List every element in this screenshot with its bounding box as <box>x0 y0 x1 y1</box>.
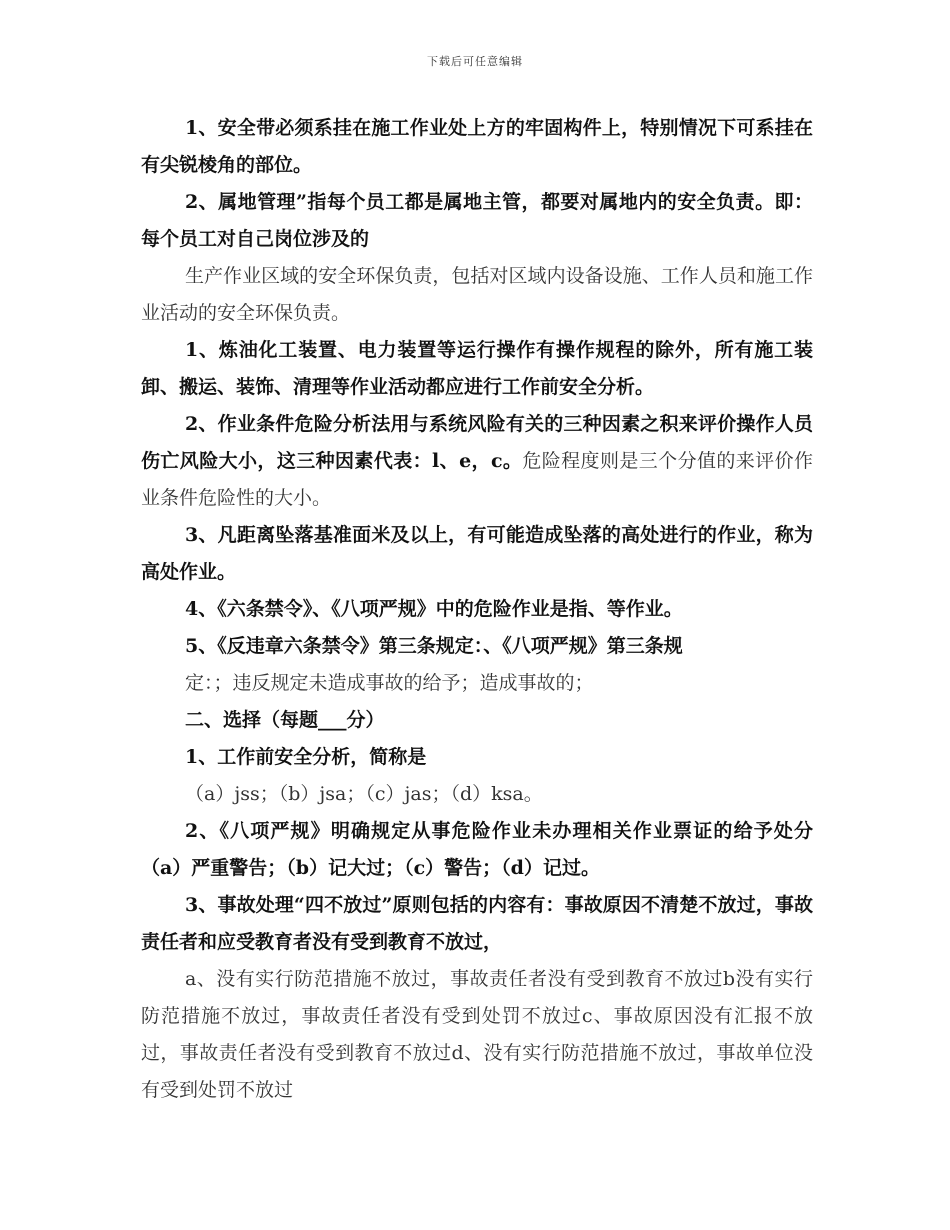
paragraph-2-bold: 2、属地管理”指每个员工都是属地主管，都要对属地内的安全负责。即：每个员工对自己岗位涉及的 <box>141 191 813 250</box>
document-body <box>141 110 813 1109</box>
question-1 <box>141 739 813 776</box>
paragraph-4-bold: 1、炼油化工装置、电力装置等运行操作有操作规程的除外，所有施工装卸、搬运、装饰、清理等作业活动都应进行工作前安全分析。 <box>141 339 813 398</box>
paragraph-7-bold: 4、《六条禁令》、《八项严规》中的危险作业是指、等作业。 <box>185 598 683 620</box>
paragraph-5 <box>141 406 813 517</box>
paragraph-6 <box>141 517 813 591</box>
section-heading-text: 二、选择（每题___分） <box>185 709 385 731</box>
question-3-options-text: a、没有实行防范措施不放过，事故责任者没有受到教育不放过b没有实行防范措施不放过，事故责任者没有受到处罚不放过c、事故原因没有汇报不放过，事故责任者没有受到教育不放过d、没有实行防范措施不放过，事故单位没有受到处罚不放过 <box>141 968 813 1101</box>
paragraph-5-bold: 2、作业条件危险分析法用与系统风险有关的三种因素之积来评价操作人员伤亡风险大小，这三种因素代表：l、e，c。 <box>141 413 813 472</box>
paragraph-4 <box>141 332 813 406</box>
question-3-text: 3、事故处理“四不放过”原则包括的内容有：事故原因不清楚不放过，事故责任者和应受教育者没有受到教育不放过， <box>141 894 813 953</box>
question-2-text: 2、《八项严规》明确规定从事危险作业未办理相关作业票证的给予处分（a）严重警告；（b）记大过；（c）警告；（d）记过。 <box>141 820 813 879</box>
paragraph-1-bold: 1、安全带必须系挂在施工作业处上方的牢固构件上，特别情况下可系挂在有尖锐棱角的部位。 <box>141 117 813 176</box>
section-heading <box>141 702 813 739</box>
question-3-options <box>141 961 813 1109</box>
paragraph-3 <box>141 258 813 332</box>
question-1-text: 1、工作前安全分析，简称是 <box>185 746 427 768</box>
question-2 <box>141 813 813 887</box>
paragraph-1 <box>141 110 813 184</box>
paragraph-9-regular: 定：；违反规定未造成事故的给予；造成事故的； <box>185 672 594 694</box>
paragraph-9 <box>141 665 813 702</box>
question-3 <box>141 887 813 961</box>
question-1-options-text: （a）jss；（b）jsa；（c）jas；（d）ksa。 <box>185 783 543 805</box>
paragraph-3-regular: 生产作业区域的安全环保负责，包括对区域内设备设施、工作人员和施工作业活动的安全环保负责。 <box>141 265 813 324</box>
paragraph-7 <box>141 591 813 628</box>
paragraph-8-bold: 5、《反违章六条禁令》第三条规定：、《八项严规》第三条规 <box>185 635 683 657</box>
page-header: 下载后可任意编辑 <box>427 55 523 68</box>
paragraph-8 <box>141 628 813 665</box>
question-1-options <box>141 776 813 813</box>
paragraph-5-regular: 危险程度则是三个分值的来评价作业条件危险性的大小。 <box>141 450 813 509</box>
paragraph-2 <box>141 184 813 258</box>
paragraph-6-bold: 3、凡距离坠落基准面米及以上，有可能造成坠落的高处进行的作业，称为高处作业。 <box>141 524 813 583</box>
